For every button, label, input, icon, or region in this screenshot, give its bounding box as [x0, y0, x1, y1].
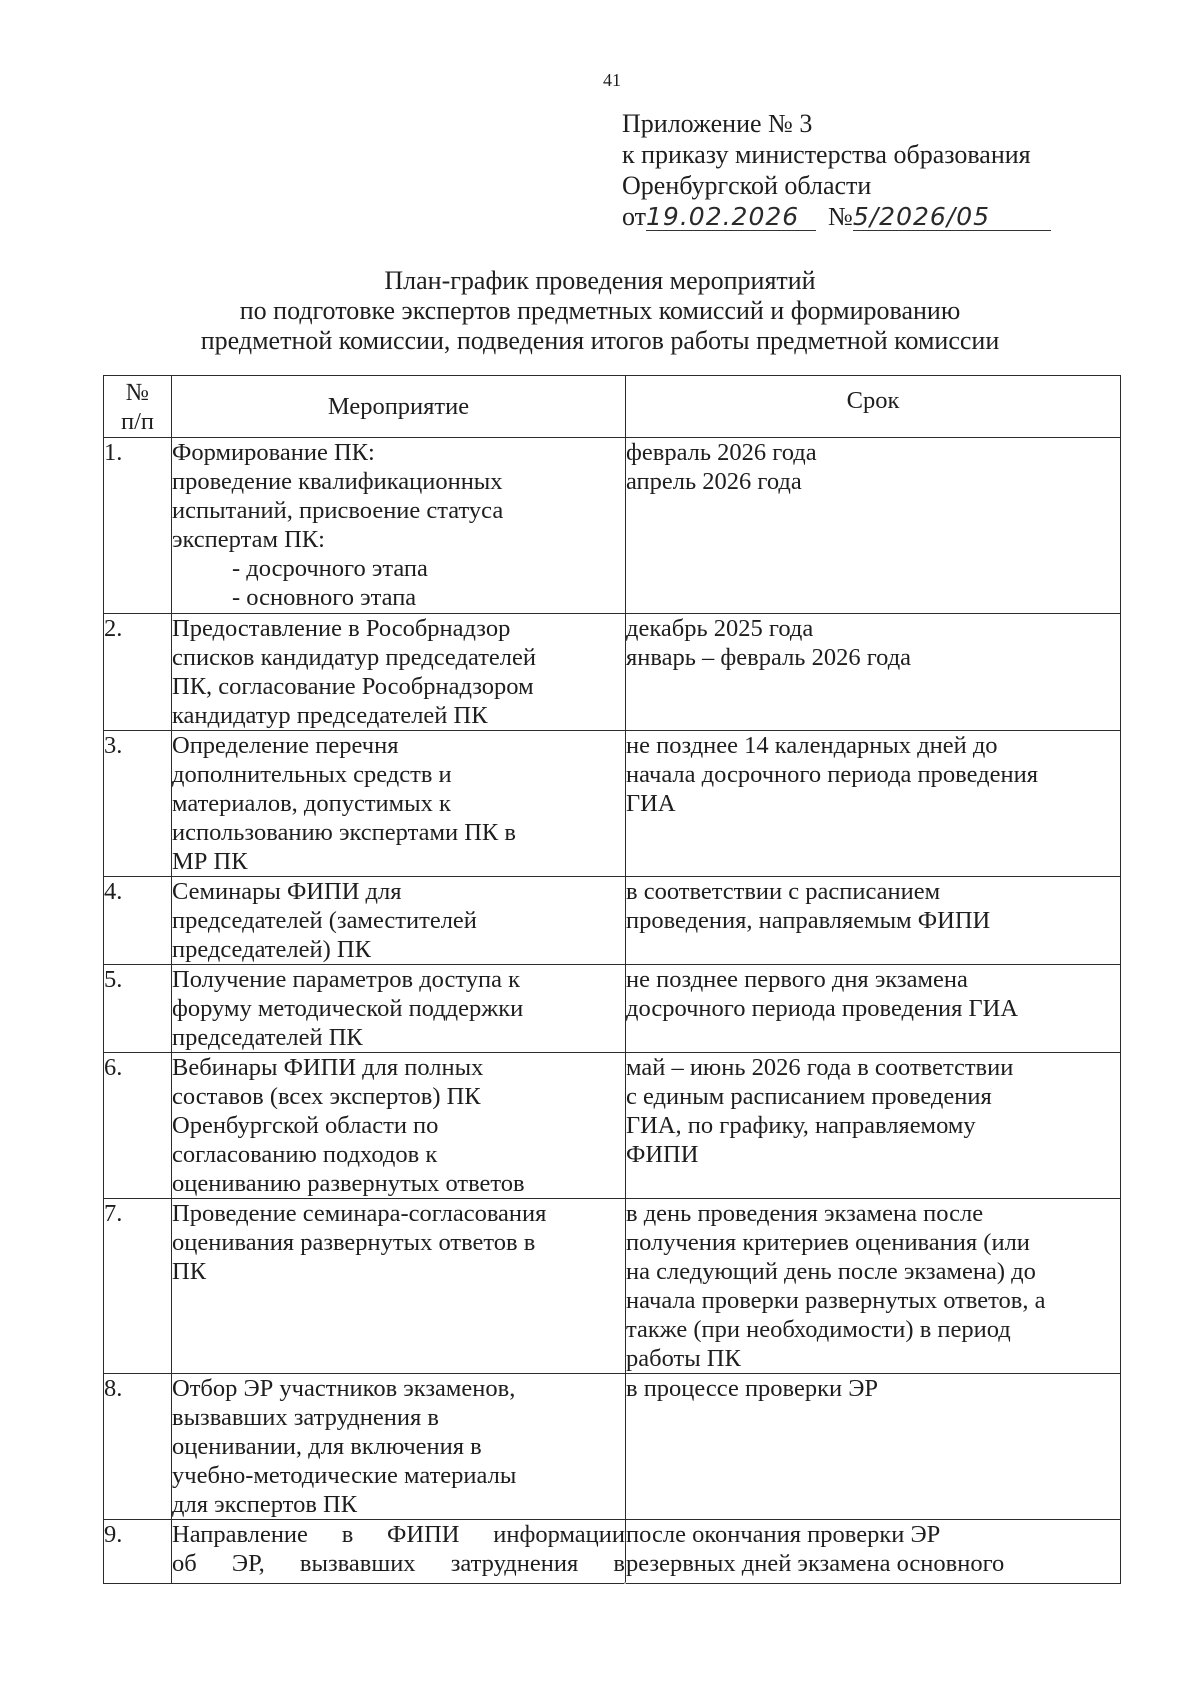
- term-line: на следующий день после экзамена) до: [626, 1258, 1036, 1285]
- term-line: не позднее 14 календарных дней до: [626, 732, 998, 759]
- table-header-row: [104, 376, 1121, 438]
- table-row: [104, 1374, 1121, 1520]
- row-event: [172, 877, 626, 965]
- event-line: вызвавших затруднения в: [172, 1404, 439, 1431]
- row-event: [172, 965, 626, 1053]
- header-term: Срок: [626, 376, 1121, 438]
- row-number: 1.: [104, 438, 172, 614]
- table-row: [104, 438, 1121, 614]
- table-row: [104, 1199, 1121, 1374]
- event-line: МР ПК: [172, 848, 248, 875]
- event-line: согласованию подходов к: [172, 1141, 438, 1168]
- order-date-handwritten: 19.02.2026: [646, 202, 800, 231]
- term-line: декабрь 2025 года: [626, 615, 814, 642]
- appendix-region: Оренбургской области: [622, 171, 872, 200]
- row-event: [172, 1520, 626, 1584]
- event-line: форуму методической поддержки: [172, 995, 524, 1022]
- table-row: [104, 1520, 1121, 1584]
- row-event: [172, 438, 626, 614]
- row-event: [172, 1374, 626, 1520]
- event-line: Направление в ФИПИ информации: [172, 1521, 625, 1548]
- term-line: не позднее первого дня экзамена: [626, 966, 968, 993]
- event-line: Определение перечня: [172, 732, 399, 759]
- term-line: также (при необходимости) в период: [626, 1316, 1011, 1343]
- row-number: 9.: [104, 1520, 172, 1584]
- row-term: [626, 1520, 1121, 1584]
- event-line: проведение квалификационных: [172, 468, 503, 495]
- event-text-cutoff: [172, 1520, 625, 1583]
- event-line: Семинары ФИПИ для: [172, 878, 402, 905]
- header-number-sign: №: [125, 378, 150, 406]
- table-row: [104, 731, 1121, 877]
- event-line: экспертам ПК:: [172, 526, 325, 553]
- event-line: испытаний, присвоение статуса: [172, 497, 504, 524]
- term-line: работы ПК: [626, 1345, 741, 1372]
- row-term: [626, 965, 1121, 1053]
- term-line: февраль 2026 года: [626, 439, 817, 466]
- row-term: [626, 1374, 1121, 1520]
- term-line: январь – февраль 2026 года: [626, 644, 912, 671]
- row-number: 8.: [104, 1374, 172, 1520]
- event-line: материалов, допустимых к: [172, 790, 451, 817]
- event-line: Отбор ЭР участников экзаменов,: [172, 1375, 516, 1402]
- row-term: [626, 438, 1121, 614]
- table-row: [104, 1053, 1121, 1199]
- appendix-header: [622, 108, 1051, 232]
- document-title: [0, 266, 1200, 356]
- appendix-order-ref: к приказу министерства образования: [622, 140, 1031, 169]
- event-line: председателей) ПК: [172, 936, 371, 963]
- term-line: в процессе проверки ЭР: [626, 1375, 879, 1402]
- title-line-1: План-график проведения мероприятий: [384, 266, 816, 295]
- event-line: председателей ПК: [172, 1024, 363, 1051]
- term-line: после окончания проверки ЭР: [626, 1521, 941, 1548]
- term-line: май – июнь 2026 года в соответствии: [626, 1054, 1014, 1081]
- table-row: [104, 965, 1121, 1053]
- row-term: [626, 1199, 1121, 1374]
- event-line: списков кандидатур председателей: [172, 644, 536, 671]
- term-line: в день проведения экзамена после: [626, 1200, 984, 1227]
- event-line: председателей (заместителей: [172, 907, 477, 934]
- row-term: [626, 731, 1121, 877]
- row-term: [626, 1053, 1121, 1199]
- event-line: Вебинары ФИПИ для полных: [172, 1054, 484, 1081]
- term-line: резервных дней экзамена основного: [626, 1550, 1005, 1577]
- term-line: с единым расписанием проведения: [626, 1083, 992, 1110]
- row-number: 5.: [104, 965, 172, 1053]
- row-term: [626, 614, 1121, 731]
- event-line: оценивании, для включения в: [172, 1433, 482, 1460]
- order-date-number: [622, 201, 1051, 232]
- event-line: Предоставление в Рособрнадзор: [172, 615, 511, 642]
- number-prefix: №: [828, 202, 853, 231]
- term-line: апрель 2026 года: [626, 468, 802, 495]
- event-line: об ЭР, вызвавших затруднения в: [172, 1550, 625, 1577]
- event-line: Получение параметров доступа к: [172, 966, 521, 993]
- page-number: 41: [603, 70, 621, 90]
- event-line: ПК, согласование Рособрнадзором: [172, 673, 534, 700]
- event-line: Формирование ПК:: [172, 439, 375, 466]
- event-line: дополнительных средств и: [172, 761, 452, 788]
- table-row: [104, 877, 1121, 965]
- header-event: Мероприятие: [172, 376, 626, 438]
- title-line-2: по подготовке экспертов предметных комиссий и формированию: [239, 296, 961, 325]
- term-line: начала проверки развернутых ответов, а: [626, 1287, 1046, 1314]
- row-event: [172, 1053, 626, 1199]
- event-line: Проведение семинара-согласования: [172, 1200, 547, 1227]
- event-line: оценивания развернутых ответов в: [172, 1229, 536, 1256]
- event-subitem: - досрочного этапа: [232, 555, 428, 582]
- appendix-title: Приложение № 3: [622, 109, 813, 138]
- event-line: Оренбургской области по: [172, 1112, 439, 1139]
- order-date: [646, 204, 816, 231]
- row-event: [172, 614, 626, 731]
- event-line: учебно-методические материалы: [172, 1462, 517, 1489]
- term-line: проведения, направляемым ФИПИ: [626, 907, 991, 934]
- event-line: ПК: [172, 1258, 207, 1285]
- event-line: составов (всех экспертов) ПК: [172, 1083, 481, 1110]
- title-line-3: предметной комиссии, подведения итогов работы предметной комиссии: [200, 326, 1000, 355]
- row-event: [172, 1199, 626, 1374]
- term-text-cutoff: [626, 1520, 1120, 1583]
- row-number: 4.: [104, 877, 172, 965]
- header-number-pp: п/п: [120, 407, 155, 435]
- table-row: [104, 614, 1121, 731]
- row-term: [626, 877, 1121, 965]
- event-line: для экспертов ПК: [172, 1491, 358, 1518]
- scan-speck: [624, 1582, 626, 1584]
- term-line: досрочного периода проведения ГИА: [626, 995, 1019, 1022]
- event-line: оцениванию развернутых ответов: [172, 1170, 525, 1197]
- row-number: 3.: [104, 731, 172, 877]
- date-prefix: от: [622, 202, 647, 231]
- term-line: в соответствии с расписанием: [626, 878, 941, 905]
- order-number: [853, 204, 1051, 231]
- term-line: ГИА: [626, 790, 676, 817]
- term-line: начала досрочного периода проведения: [626, 761, 1038, 788]
- event-line: кандидатур председателей ПК: [172, 702, 488, 729]
- row-number: 6.: [104, 1053, 172, 1199]
- term-line: ГИА, по графику, направляемому: [626, 1112, 976, 1139]
- row-event: [172, 731, 626, 877]
- schedule-table: [103, 375, 1121, 1584]
- order-number-handwritten: 5/2026/05: [852, 202, 991, 231]
- row-number: 2.: [104, 614, 172, 731]
- term-line: ФИПИ: [626, 1141, 699, 1168]
- event-subitem: - основного этапа: [232, 584, 417, 611]
- row-number: 7.: [104, 1199, 172, 1374]
- event-line: использованию экспертами ПК в: [172, 819, 516, 846]
- header-number: [104, 376, 172, 438]
- term-line: получения критериев оценивания (или: [626, 1229, 1030, 1256]
